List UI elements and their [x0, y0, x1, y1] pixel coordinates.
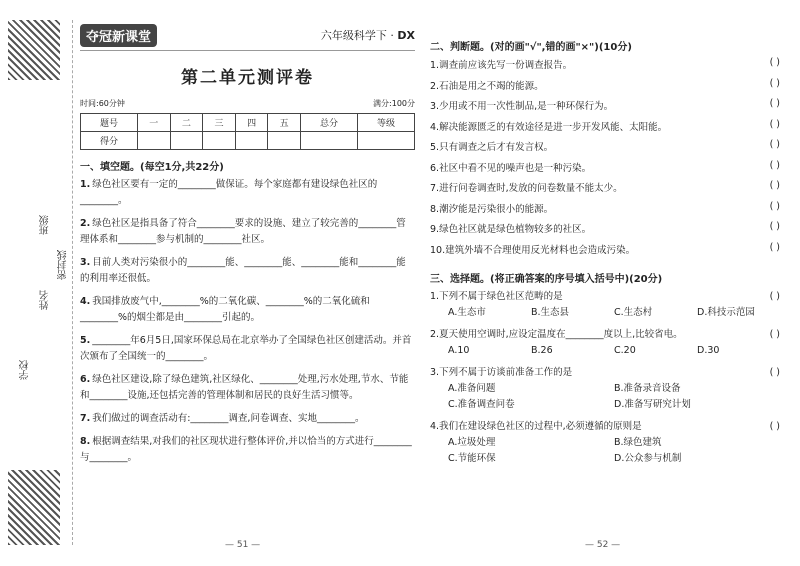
fill-question [80, 434, 415, 466]
exam-time: 时间:60分钟 [80, 99, 125, 108]
mc-stem [430, 365, 780, 381]
score-header-cell: 五 [268, 114, 301, 132]
question-text: 6.社区中看不见的噪声也是一种污染。 [430, 162, 592, 174]
tf-question [430, 139, 780, 160]
mc-options [430, 381, 780, 413]
question-number: 4. [80, 296, 91, 307]
mc-option[interactable]: A.生态市 [448, 307, 486, 318]
binding-spine [0, 0, 70, 566]
question-number: 7. [80, 413, 91, 424]
mc-option[interactable]: C.准备调查问卷 [448, 399, 515, 410]
answer-paren[interactable]: ( ) [769, 200, 780, 212]
fill-question [80, 177, 415, 209]
fill-questions [80, 177, 415, 466]
mc-option[interactable]: B.生态县 [531, 307, 570, 318]
question-text: 2.夏天使用空调时,应设定温度在________度以上,比较省电。 [430, 329, 683, 340]
tf-question [430, 119, 780, 140]
tf-question [430, 221, 780, 242]
tf-question [430, 201, 780, 222]
exam-meta [80, 98, 415, 109]
mc-option[interactable]: B.绿色建筑 [614, 437, 662, 448]
answer-paren[interactable]: ( ) [769, 139, 780, 150]
question-text: 7.进行问卷调查时,发放的问卷数量不能太少。 [430, 183, 623, 194]
fill-question [80, 411, 415, 427]
question-text: 根据调查结果,对我们的社区现状进行整体评价,并以恰当的方式进行________与________。 [80, 436, 412, 463]
mc-stem [430, 419, 780, 435]
mc-option[interactable]: B.准备录音设备 [614, 383, 681, 394]
right-page-number: — 52 — [585, 540, 621, 550]
score-cell[interactable] [138, 132, 171, 150]
question-text: 3.下列不属于访谈前准备工作的是 [430, 367, 573, 378]
score-table [80, 113, 415, 150]
question-text: 5.只有调查之后才有发言权。 [430, 142, 554, 153]
mc-options [430, 435, 780, 467]
mc-option[interactable]: D.公众参与机制 [614, 453, 682, 464]
mc-option[interactable]: D.30 [697, 345, 720, 356]
question-text: 1.下列不属于绿色社区范畴的是 [430, 291, 563, 302]
fill-question [80, 255, 415, 287]
spine-name: 姓名 [40, 290, 51, 310]
fill-question [80, 294, 415, 326]
question-number: 6. [80, 374, 91, 385]
answer-paren[interactable]: ( ) [769, 118, 780, 130]
answer-paren[interactable]: ( ) [769, 180, 780, 191]
fill-question [80, 372, 415, 404]
answer-paren[interactable]: ( ) [769, 421, 780, 432]
score-header-cell: 三 [203, 114, 236, 132]
question-text: 1.调查前应该先写一份调查报告。 [430, 60, 573, 71]
score-cell[interactable] [300, 132, 357, 150]
mc-options [430, 343, 780, 359]
score-header-cell: 等级 [357, 114, 414, 132]
mc-question [430, 327, 780, 359]
page-title: 第二单元测评卷 [181, 68, 314, 88]
brand-logo: 夺冠新课堂 [80, 24, 157, 47]
question-text: 4.我们在建设绿色社区的过程中,必须遵循的原则是 [430, 421, 642, 432]
score-header-cell: 一 [138, 114, 171, 132]
mc-questions [430, 289, 780, 467]
answer-paren[interactable]: ( ) [769, 329, 780, 340]
answer-paren[interactable]: ( ) [769, 77, 780, 89]
tf-question [430, 57, 780, 78]
page-banner [80, 20, 415, 51]
mc-option[interactable]: D.科技示范园 [697, 307, 755, 318]
score-table-header [81, 114, 415, 132]
tf-question [430, 242, 780, 263]
answer-paren[interactable]: ( ) [769, 367, 780, 378]
mc-option[interactable]: C.20 [614, 345, 636, 356]
mc-options [430, 305, 780, 321]
question-text: 我们做过的调查活动有:________调查,问卷调查、实地________。 [92, 413, 365, 424]
answer-paren[interactable]: ( ) [769, 57, 780, 68]
exam-total-score: 满分:100分 [373, 99, 415, 108]
tf-question [430, 160, 780, 181]
mc-option[interactable]: D.准备写研究计划 [614, 399, 691, 410]
question-text: 绿色社区是指具备了符合________要求的设施、建立了较完善的________管理体系和________参与机制的________社区。 [80, 218, 406, 245]
answer-paren[interactable]: ( ) [769, 98, 780, 109]
mc-option[interactable]: C.生态村 [614, 307, 653, 318]
tf-question [430, 98, 780, 119]
score-cell[interactable] [357, 132, 414, 150]
seal-dashed-line [72, 20, 73, 545]
spine-seal-line: 密封线 [58, 250, 69, 280]
mc-option[interactable]: B.26 [531, 345, 553, 356]
answer-paren[interactable]: ( ) [769, 221, 780, 232]
spine-stripe-top [8, 20, 60, 80]
score-row-label: 得分 [81, 132, 138, 150]
question-text: 绿色社区要有一定的________做保证。每个家庭都有建设绿色社区的________。 [80, 179, 378, 206]
tf-questions [430, 57, 780, 262]
question-text: 目前人类对污染很小的________能、________能、________能和________能的利用率还很低。 [80, 257, 406, 284]
score-cell[interactable] [203, 132, 236, 150]
question-text: ________年6月5日,国家环保总局在北京举办了全国绿色社区创建活动。并首次颁布了全国统一的________。 [80, 335, 412, 362]
question-number: 8. [80, 436, 91, 447]
section-tf-heading: 二、判断题。(对的画"√",错的画"×")(10分) [430, 42, 632, 53]
question-text: 8.潮汐能是污染很小的能源。 [430, 203, 554, 215]
left-page [80, 20, 415, 550]
fill-question [80, 216, 415, 248]
right-page [430, 20, 780, 550]
spine-school: 学校 [20, 360, 31, 380]
question-number: 1. [80, 179, 91, 190]
tf-question [430, 78, 780, 99]
answer-paren[interactable]: ( ) [769, 159, 780, 171]
section-mc-heading: 三、选择题。(将正确答案的序号填入括号中)(20分) [430, 274, 663, 285]
left-page-number: — 51 — [225, 540, 261, 550]
score-cell[interactable] [268, 132, 301, 150]
question-text: 9.绿色社区就是绿色植物较多的社区。 [430, 224, 592, 235]
score-cell[interactable] [170, 132, 203, 150]
mc-question [430, 365, 780, 413]
question-text: 2.石油是用之不竭的能源。 [430, 80, 544, 92]
score-cell[interactable] [235, 132, 268, 150]
mc-stem [430, 327, 780, 343]
score-header-cell: 四 [235, 114, 268, 132]
mc-question [430, 289, 780, 321]
score-table-row [81, 132, 415, 150]
score-header-cell: 总分 [300, 114, 357, 132]
tf-question [430, 180, 780, 201]
question-text: 4.解决能源匮乏的有效途径是进一步开发风能、太阳能。 [430, 121, 668, 133]
question-number: 3. [80, 257, 91, 268]
mc-option[interactable]: A.垃圾处理 [448, 437, 496, 448]
mc-option[interactable]: C.节能环保 [448, 453, 496, 464]
score-header-cell: 题号 [81, 114, 138, 132]
question-number: 5. [80, 335, 91, 346]
mc-option[interactable]: A.准备问题 [448, 383, 496, 394]
question-text: 3.少用或不用一次性制品,是一种环保行为。 [430, 101, 614, 112]
fill-question [80, 333, 415, 365]
question-text: 10.建筑外墙不合理使用反光材料也会造成污染。 [430, 244, 636, 256]
banner-grade: 六年级科学下 · DX [320, 29, 415, 42]
mc-question [430, 419, 780, 467]
spine-class: 班级 [40, 215, 51, 235]
answer-paren[interactable]: ( ) [769, 291, 780, 302]
score-header-cell: 二 [170, 114, 203, 132]
question-text: 绿色社区建设,除了绿色建筑,社区绿化、________处理,污水处理,节水、节能和________设施,还包括完善的管理体制和居民的良好生活习惯等。 [80, 374, 409, 401]
question-text: 我国排放废气中,________%的二氧化碳、________%的二氧化硫和________%的烟尘都是由________引起的。 [80, 296, 370, 323]
mc-stem [430, 289, 780, 305]
spine-stripe-bottom [8, 470, 60, 545]
question-number: 2. [80, 218, 91, 229]
mc-option[interactable]: A.10 [448, 345, 470, 356]
answer-paren[interactable]: ( ) [769, 241, 780, 253]
section-fill-heading: 一、填空题。(每空1分,共22分) [80, 162, 224, 173]
